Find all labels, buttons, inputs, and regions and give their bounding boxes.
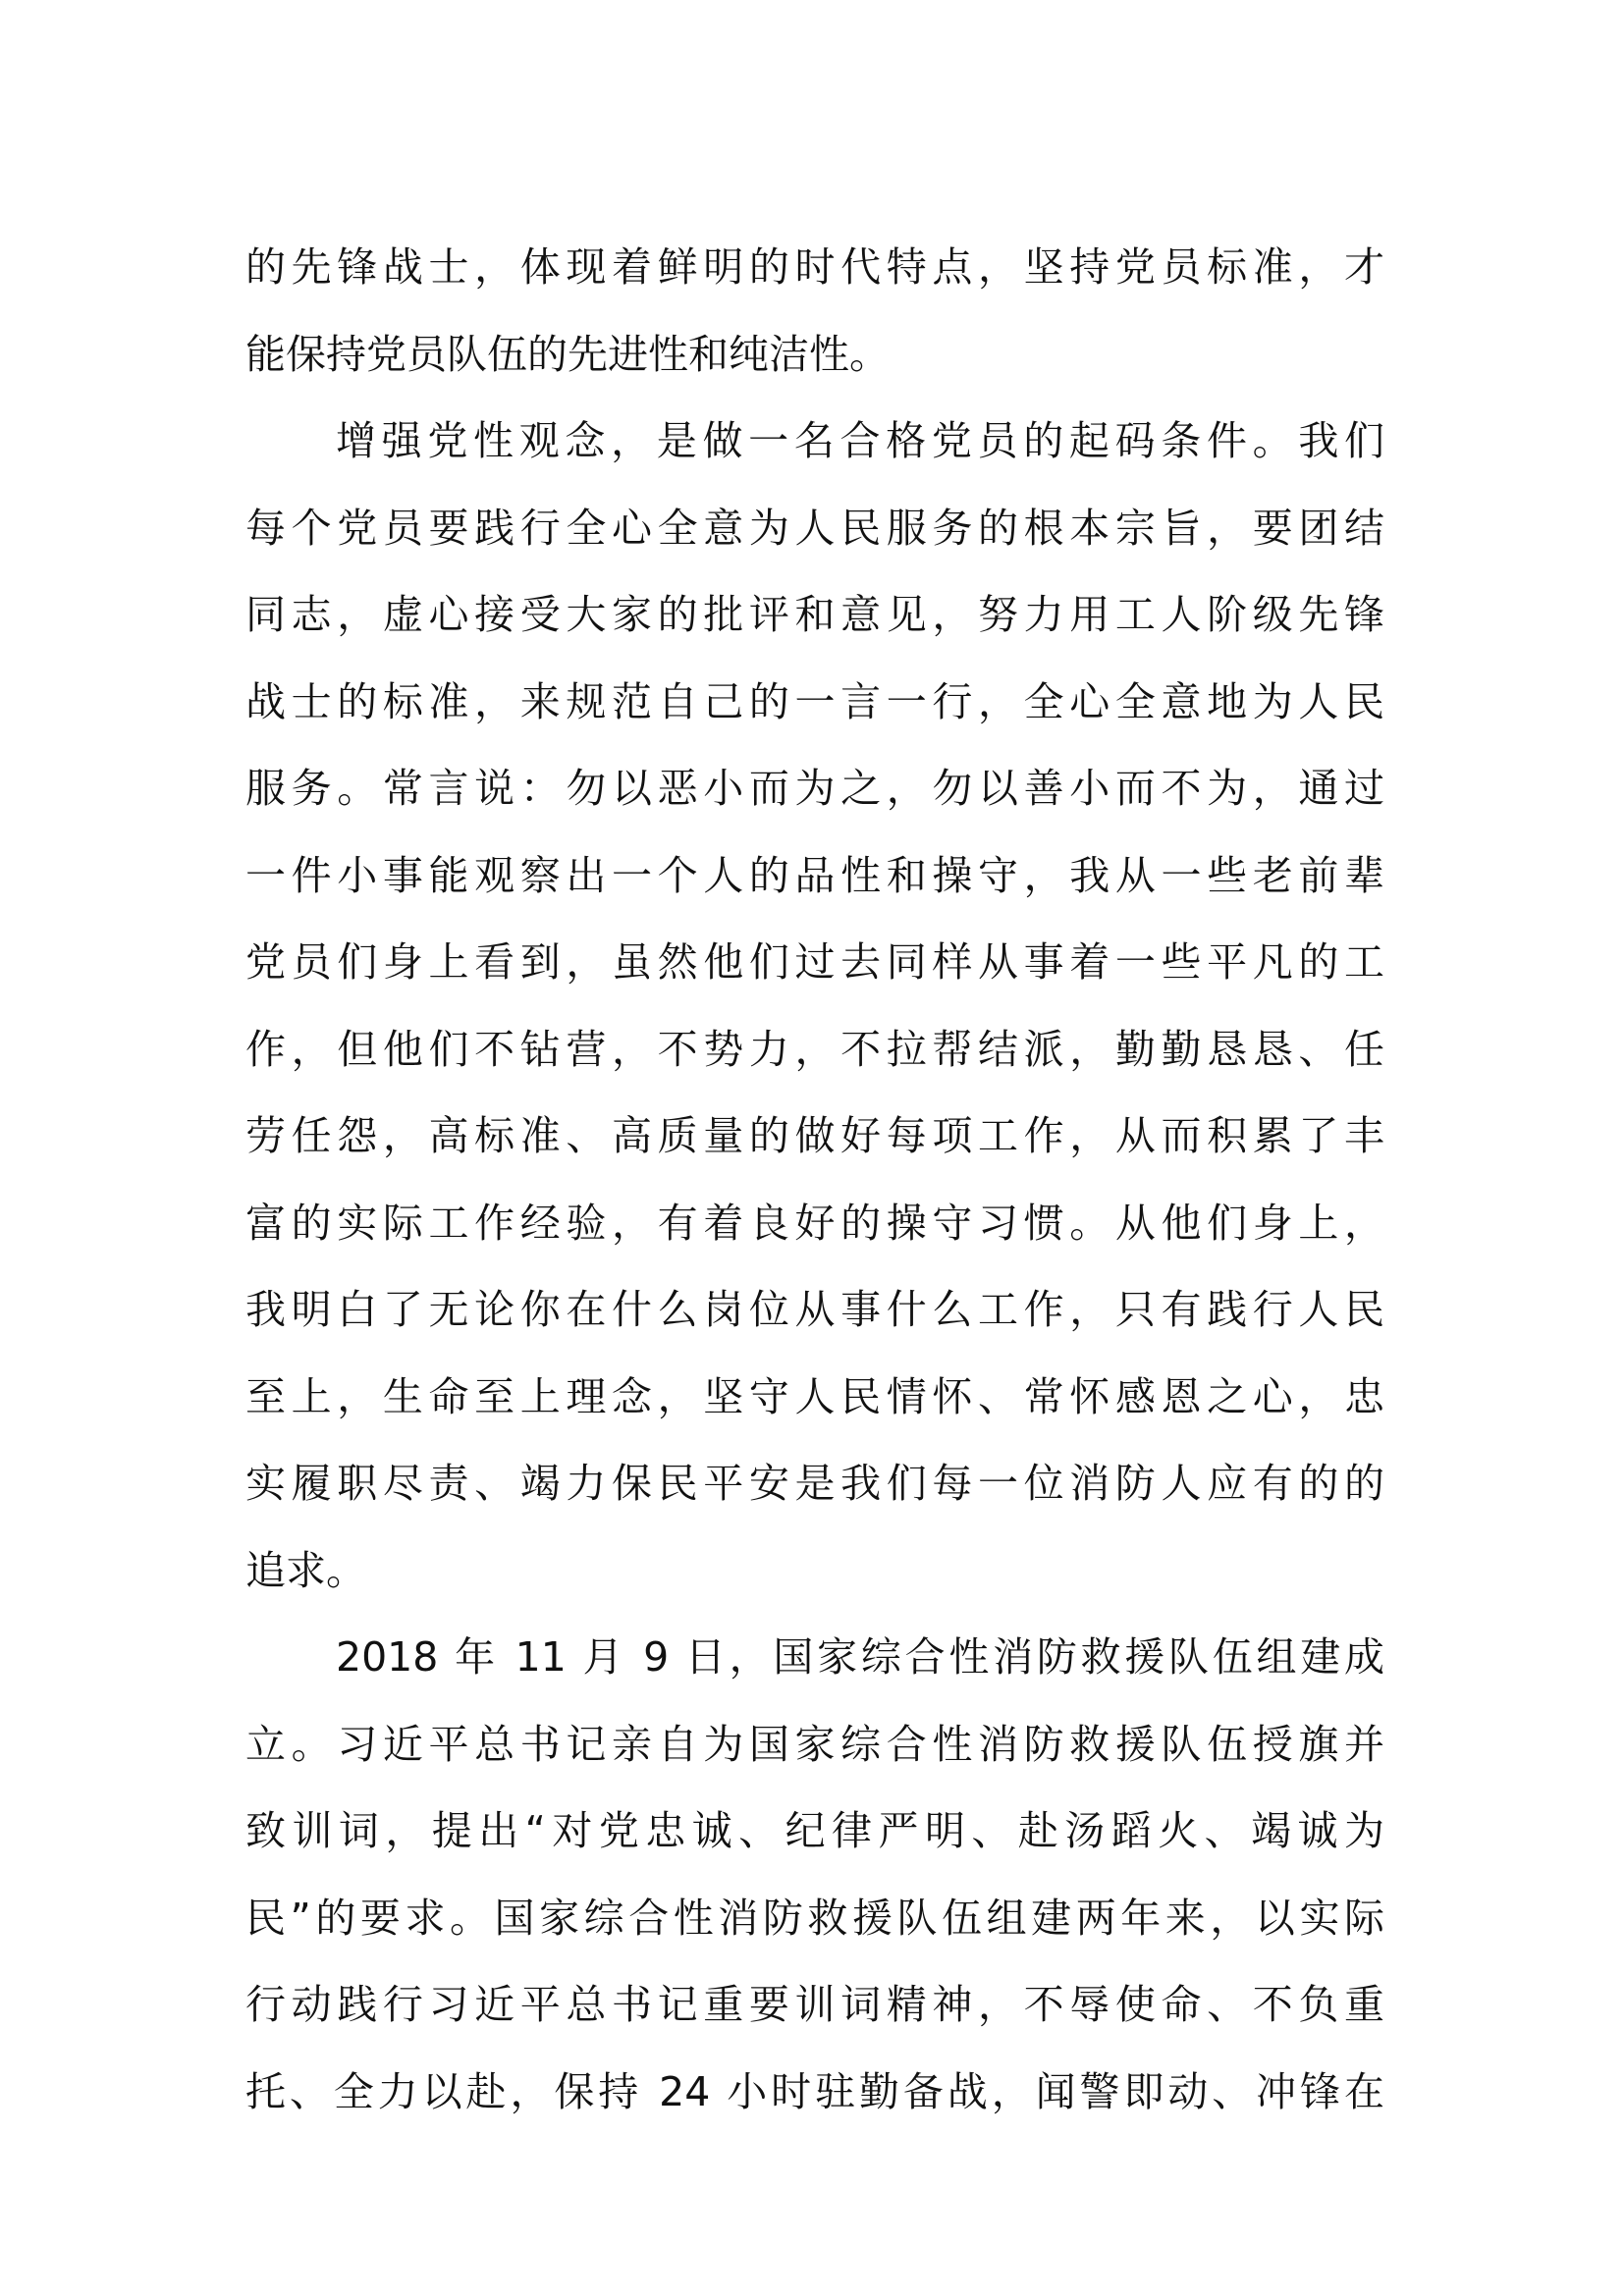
text-line: 实履职尽责、竭力保民平安是我们每一位消防人应有的的 <box>245 1460 1384 1507</box>
text-line: 每个党员要践行全心全意为人民服务的根本宗旨，要团结 <box>245 504 1384 552</box>
text-line: 党员们身上看到，虽然他们过去同样从事着一些平凡的工 <box>245 938 1384 986</box>
text-line: 2018 年 11 月 9 日，国家综合性消防救援队伍组建成 <box>336 1633 1384 1681</box>
text-line: 致训词，提出“对党忠诚、纪律严明、赴汤蹈火、竭诚为 <box>245 1807 1384 1854</box>
text-line: 一件小事能观察出一个人的品性和操守，我从一些老前辈 <box>245 851 1384 899</box>
text-line: 作，但他们不钻营，不势力，不拉帮结派，勤勤恳恳、任 <box>245 1025 1384 1073</box>
paragraph-3 <box>245 1614 1384 2135</box>
text-line: 追求。 <box>245 1546 366 1594</box>
text-line: 劳任怨，高标准、高质量的做好每项工作，从而积累了丰 <box>245 1112 1384 1159</box>
text-line: 能保持党员队伍的先进性和纯洁性。 <box>245 330 890 378</box>
text-line: 富的实际工作经验，有着良好的操守习惯。从他们身上， <box>245 1199 1384 1247</box>
text-line: 增强党性观念，是做一名合格党员的起码条件。我们 <box>336 417 1384 464</box>
text-line: 托、全力以赴，保持 24 小时驻勤备战，闻警即动、冲锋在 <box>245 2067 1384 2115</box>
text-line: 战士的标准，来规范自己的一言一行，全心全意地为人民 <box>245 677 1384 725</box>
text-line: 立。习近平总书记亲自为国家综合性消防救援队伍授旗并 <box>245 1720 1384 1768</box>
text-line: 民”的要求。国家综合性消防救援队伍组建两年来，以实际 <box>245 1894 1384 1942</box>
paragraph-1 <box>245 224 1384 398</box>
text-line: 行动践行习近平总书记重要训词精神，不辱使命、不负重 <box>245 1981 1384 2028</box>
text-line: 至上，生命至上理念，坚守人民情怀、常怀感恩之心，忠 <box>245 1372 1384 1420</box>
text-line: 的先锋战士，体现着鲜明的时代特点，坚持党员标准，才 <box>245 243 1384 291</box>
text-line: 我明白了无论你在什么岗位从事什么工作，只有践行人民 <box>245 1286 1384 1333</box>
text-line: 服务。常言说：勿以恶小而为之，勿以善小而不为，通过 <box>245 765 1384 812</box>
document-page <box>245 224 1384 2135</box>
text-line: 同志，虚心接受大家的批评和意见，努力用工人阶级先锋 <box>245 591 1384 638</box>
paragraph-2 <box>245 398 1384 1614</box>
